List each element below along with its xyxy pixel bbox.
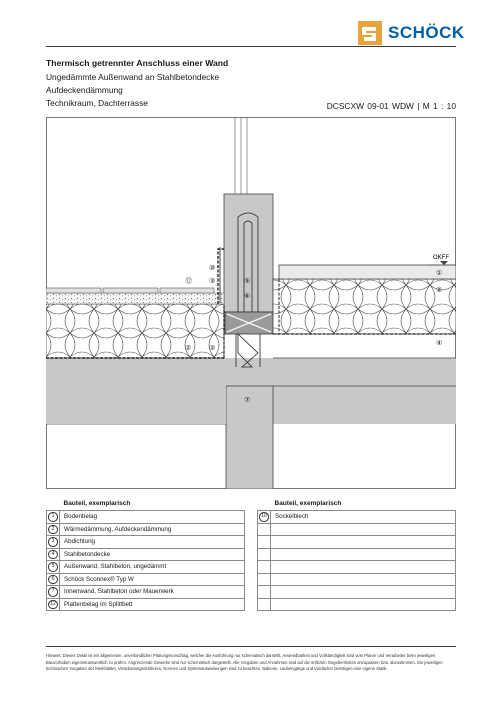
detail-drawing (46, 117, 456, 489)
table-row (258, 598, 456, 611)
callout-3-top: ③ (209, 278, 216, 285)
table-row: 4 Stahlbetondecke (47, 548, 245, 561)
legend-table-left (46, 497, 245, 611)
table-row: 3 Abdichtung (47, 536, 245, 549)
legend-right-header: Bauteil, exemplarisch (271, 497, 456, 511)
table-row: 1 Bodenbelag (47, 511, 245, 524)
legend-left-header: Bauteil, exemplarisch (60, 497, 245, 511)
page-title: Thermisch getrennter Anschluss einer Wand (46, 58, 229, 68)
floor-covering (279, 265, 456, 279)
callout-6: ⑥ (244, 293, 251, 300)
disclaimer-note: Hinweis: Dieses Detail ist ein allgemeiner, unverbindlicher Planungsvorschlag, welcher die Ausführung nur schematisch darstellt. Anwendbarkeit und Vollständigkeit sind vom Planer und Verarbeiter beim jeweiligen Bauvorhaben eigenverantwortlich zu prüfen. Angrenzende Gewerke sind nur schematisch dargestellt. Alle Vorgaben und Annahmen sind auf die örtlichen Gegebenheiten anzupassen bzw. abzustimmen. Die jeweiligen technischen Vorgaben der Merkblätter, Verarbeitungsrichtlinien, Normen und Systemausweisungen sind zu beachten. Balkone, Laubengänge und Vordächer benötigen eine eigene Statik. (46, 653, 443, 672)
left-insulation (46, 304, 224, 358)
header-rule (46, 46, 456, 47)
callout-4: ④ (436, 340, 443, 347)
table-row: 2 Wärmedämmung, Aufdeckendämmung (47, 523, 245, 536)
callout-12: ⑫ (185, 278, 192, 285)
table-row: 5 Außenwand, Stahlbeton, ungedämmt (47, 561, 245, 574)
subtitle-line-3: Technikraum, Dachterrasse (46, 98, 148, 108)
brand-name: SCHÖCK (388, 23, 465, 42)
logo-mark-icon (358, 21, 382, 45)
table-row (258, 561, 456, 574)
callout-5: ⑤ (244, 278, 251, 285)
table-row: 12 Plattenbelag im Splittbett (47, 598, 245, 611)
table-row (258, 536, 456, 549)
section-drawing (46, 117, 456, 489)
callout-2-right: ② (436, 287, 443, 294)
brand-logo (358, 18, 465, 48)
okff-label: OKFF (433, 255, 449, 261)
callout-2-left: ② (185, 345, 192, 352)
footer-rule (46, 646, 456, 647)
subtitle-line-2: Aufdeckendämmung (46, 85, 123, 95)
callout-7: ⑦ (244, 397, 251, 404)
subtitle-line-1: Ungedämmte Außenwand an Stahlbetondecke (46, 72, 220, 82)
table-row (258, 573, 456, 586)
callout-3-bottom: ③ (209, 345, 216, 352)
legend-table-right (257, 497, 456, 611)
gravel-bed (46, 293, 224, 304)
drawing-code: DCSCXW 09-01 WDW | M 1 : 10 (326, 101, 456, 111)
table-row (258, 586, 456, 599)
callout-1: ① (436, 270, 443, 277)
table-row (258, 523, 456, 536)
table-row: 6 Schöck Sconnex® Typ W (47, 573, 245, 586)
right-insulation (273, 279, 456, 334)
table-row: 10 Sockelblech (258, 511, 456, 524)
table-row (258, 548, 456, 561)
table-row: 7 Innenwand, Stahlbeton oder Mauerwerk (47, 586, 245, 599)
callout-10: ⑩ (209, 265, 216, 272)
